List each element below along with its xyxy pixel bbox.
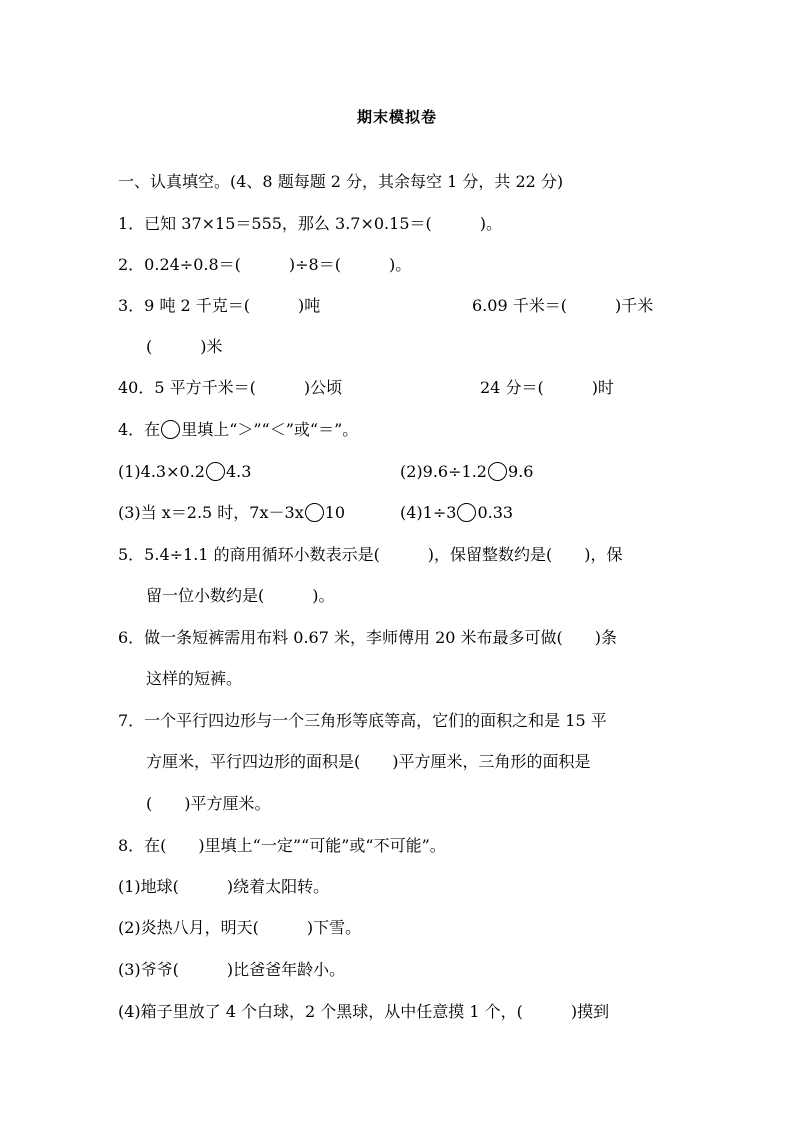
question-4-stem-b: 里填上“＞”“＜”或“＝”。 bbox=[181, 420, 359, 439]
question-7-line-2: 方厘米，平行四边形的面积是( )平方厘米，三角形的面积是 bbox=[146, 752, 591, 771]
q4-item-1-right: 4.3 bbox=[225, 462, 252, 481]
question-4-stem-a: 4．在 bbox=[118, 420, 161, 439]
q4-item-2-left: (2)9.6÷1.2 bbox=[400, 462, 487, 481]
question-1: 1．已知 37×15＝555，那么 3.7×0.15＝( )。 bbox=[118, 214, 502, 233]
answer-circle-icon[interactable] bbox=[457, 503, 476, 522]
q4-item-3-left: (3)当 x＝2.5 时，7x－3x bbox=[118, 503, 304, 522]
question-8-item-1: (1)地球( )绕着太阳转。 bbox=[118, 877, 330, 896]
question-4-item-4 bbox=[400, 503, 513, 523]
question-6-line-1: 6．做一条短裤需用布料 0.67 米，李师傅用 20 米布最多可做( )条 bbox=[118, 628, 617, 647]
page-title: 期末模拟卷 bbox=[356, 108, 437, 126]
question-4-item-3 bbox=[118, 503, 345, 523]
question-8-stem: 8．在( )里填上“一定”“可能”或“不可能”。 bbox=[118, 836, 446, 855]
question-8-item-4: (4)箱子里放了 4 个白球，2 个黑球，从中任意摸 1 个，( )摸到 bbox=[118, 1002, 610, 1021]
answer-circle-icon[interactable] bbox=[488, 462, 507, 481]
question-3-part-d: 40．5 平方千米＝( )公顷 bbox=[118, 378, 343, 397]
answer-circle-icon[interactable] bbox=[305, 503, 324, 522]
section-heading: 一、认真填空。(4、8 题每题 2 分，其余每空 1 分，共 22 分) bbox=[118, 172, 564, 191]
q4-item-1-left: (1)4.3×0.2 bbox=[118, 462, 205, 481]
question-6-line-2: 这样的短裤。 bbox=[146, 669, 243, 688]
question-4-item-2 bbox=[400, 462, 533, 482]
q4-item-4-right: 0.33 bbox=[477, 503, 514, 522]
question-5-line-1: 5．5.4÷1.1 的商用循环小数表示是( )，保留整数约是( )，保 bbox=[118, 545, 623, 564]
question-3-part-b: 6.09 千米＝( )千米 bbox=[472, 296, 654, 315]
q4-item-4-left: (4)1÷3 bbox=[400, 503, 457, 522]
question-5-line-2: 留一位小数约是( )。 bbox=[146, 586, 335, 605]
question-4-item-1 bbox=[118, 462, 251, 482]
question-3-part-a: 3．9 吨 2 千克＝( )吨 bbox=[118, 296, 321, 315]
question-8-item-3: (3)爷爷( )比爸爸年龄小。 bbox=[118, 960, 346, 979]
question-4-stem bbox=[118, 420, 358, 440]
question-3-part-e: 24 分＝( )时 bbox=[480, 378, 614, 397]
question-7-line-3: ( )平方厘米。 bbox=[146, 794, 271, 813]
answer-circle-icon[interactable] bbox=[206, 462, 225, 481]
question-3-part-c: ( )米 bbox=[146, 337, 223, 356]
q4-item-2-right: 9.6 bbox=[507, 462, 534, 481]
question-8-item-2: (2)炎热八月，明天( )下雪。 bbox=[118, 918, 362, 937]
compare-circle-icon bbox=[161, 420, 180, 439]
question-7-line-1: 7．一个平行四边形与一个三角形等底等高，它们的面积之和是 15 平 bbox=[118, 711, 607, 730]
question-2: 2．0.24÷0.8＝( )÷8＝( )。 bbox=[118, 255, 412, 274]
q4-item-3-right: 10 bbox=[324, 503, 346, 522]
